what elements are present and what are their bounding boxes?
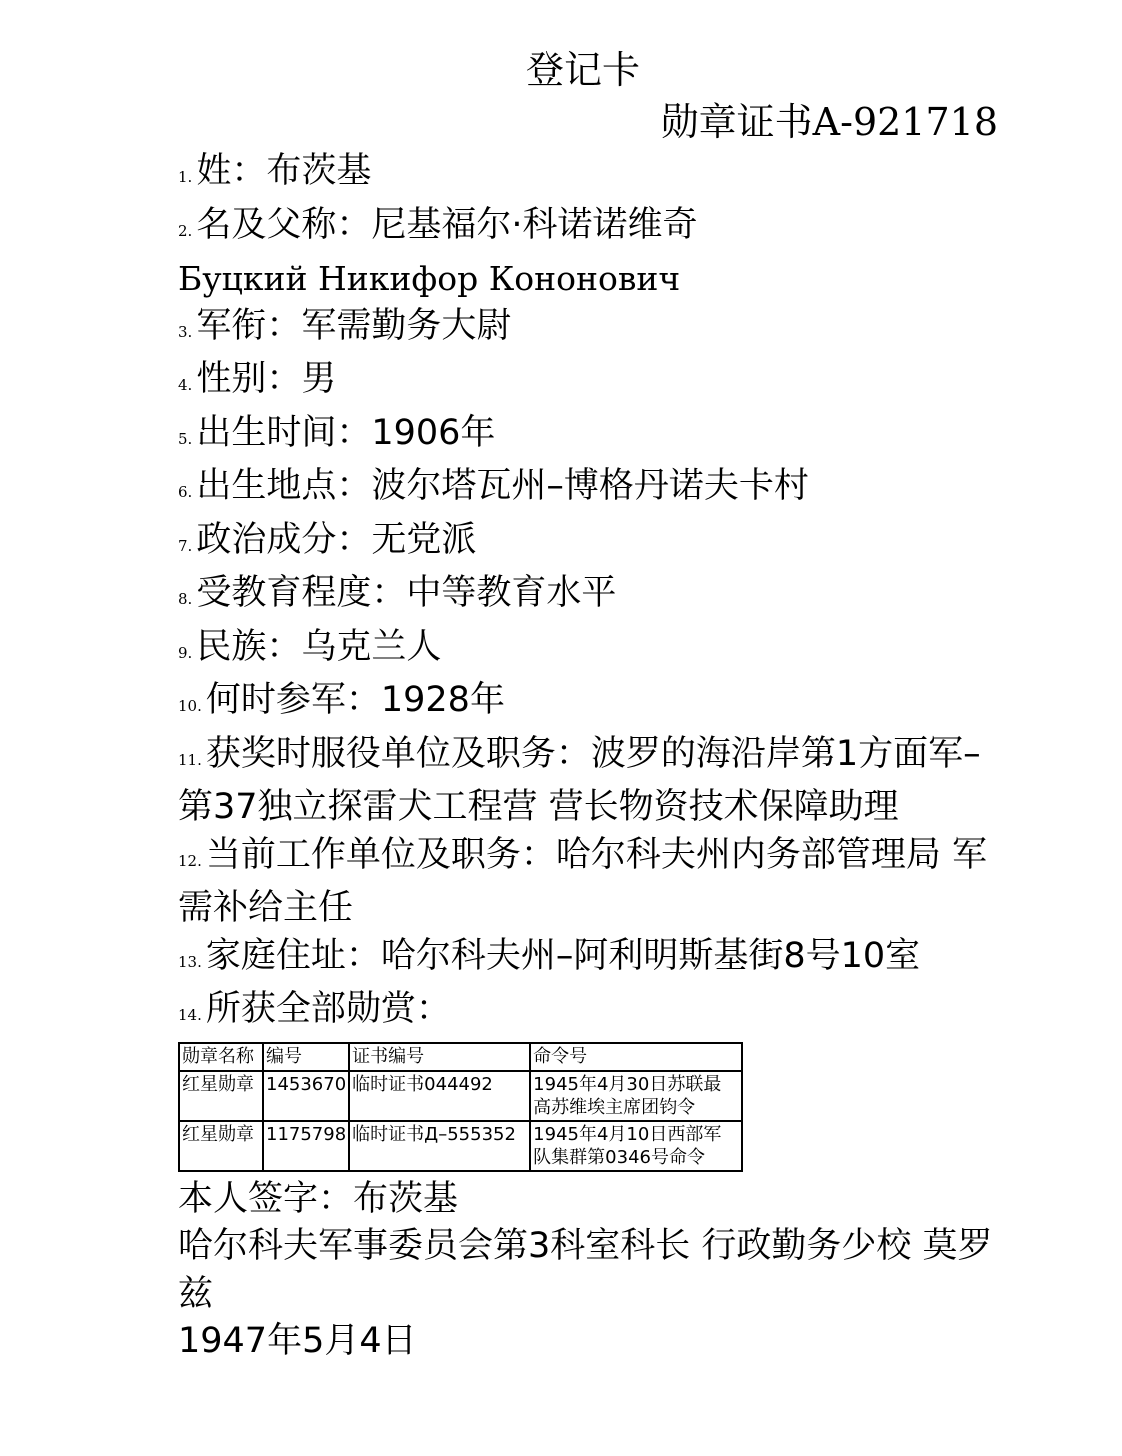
field-label: 所获全部勋赏： <box>205 989 451 1029</box>
field-all-awards <box>178 986 998 1040</box>
field-number: 14. <box>178 1006 202 1024</box>
field-number: 7. <box>178 536 193 555</box>
field-value: 男 <box>301 359 337 399</box>
field-value: 1928年 <box>380 680 505 720</box>
table-cell: 1945年4月10日西部军队集群第0346号命令 <box>530 1121 742 1171</box>
certificate-code: A-921718 <box>812 100 998 144</box>
field-number: 8. <box>178 590 193 608</box>
table-cell: 1945年4月30日苏联最高苏维埃主席团钧令 <box>530 1071 742 1121</box>
field-party <box>178 517 998 571</box>
awards-table <box>178 1042 743 1172</box>
field-label: 出生地点： <box>196 466 372 506</box>
field-value: 1906年 <box>371 412 496 453</box>
field-value: 军需勤务大尉 <box>301 305 512 346</box>
field-number: 12. <box>178 851 202 870</box>
field-current-position <box>178 832 998 933</box>
field-label: 获奖时服役单位及职务： <box>205 733 591 774</box>
official-line: 哈尔科夫军事委员会第3科室科长 行政勤务少校 莫罗兹 <box>178 1226 993 1314</box>
field-given-name <box>178 202 998 256</box>
field-number: 3. <box>178 322 193 341</box>
field-label: 性别： <box>196 359 302 399</box>
field-value: 尼基福尔·科诺诺维奇 <box>371 204 698 245</box>
field-birth-year <box>178 410 998 464</box>
column-header: 命令号 <box>530 1043 742 1071</box>
field-gender <box>178 356 998 410</box>
field-value: 中等教育水平 <box>406 573 617 613</box>
field-enlisted <box>178 677 998 731</box>
registration-card <box>178 44 998 1366</box>
field-label: 当前工作单位及职务： <box>205 834 556 875</box>
signature-label: 本人签字： <box>178 1178 354 1219</box>
table-cell: 1175798 <box>263 1121 349 1171</box>
field-label: 姓： <box>196 151 267 191</box>
field-value: 波罗的海沿岸第1方面军–第37独立探雷犬工程营 营长物资技术保障助理 <box>178 733 981 827</box>
column-header: 编号 <box>263 1043 349 1071</box>
field-unit-at-award <box>178 731 998 832</box>
column-header: 勋章名称 <box>179 1043 263 1071</box>
field-number: 2. <box>178 221 193 240</box>
field-value: 乌克兰人 <box>301 626 442 667</box>
field-rank <box>178 303 998 357</box>
table-cell: 红星勋章 <box>179 1071 263 1121</box>
field-home-address <box>178 933 998 987</box>
field-education <box>178 570 998 624</box>
field-value: 波尔塔瓦州–博格丹诺夫卡村 <box>371 466 809 506</box>
field-label: 出生时间： <box>196 412 372 453</box>
field-number: 4. <box>178 376 193 394</box>
certificate-prefix: 勋章证书 <box>660 100 813 144</box>
signature-line <box>178 1176 998 1224</box>
field-label: 政治成分： <box>196 519 372 560</box>
field-label: 民族： <box>196 626 302 667</box>
field-value: 哈尔科夫州–阿利明斯基街8号10室 <box>380 935 921 976</box>
page-title: 登记卡 <box>525 48 640 92</box>
field-nationality <box>178 624 998 678</box>
russian-name: Буцкий Никифор Кононович <box>178 259 681 298</box>
field-label: 军衔： <box>196 305 302 346</box>
field-number: 5. <box>178 429 193 448</box>
field-number: 11. <box>178 750 202 769</box>
field-value: 布茨基 <box>266 151 372 191</box>
field-number: 13. <box>178 952 202 971</box>
field-label: 受教育程度： <box>196 573 407 613</box>
field-number: 6. <box>178 483 193 501</box>
table-row <box>179 1071 742 1121</box>
field-label: 家庭住址： <box>205 935 381 976</box>
table-cell: 临时证书044492 <box>349 1071 530 1121</box>
signature-name: 布茨基 <box>353 1178 459 1219</box>
table-cell: 1453670 <box>263 1071 349 1121</box>
field-number: 10. <box>178 697 202 715</box>
field-birth-place <box>178 463 998 517</box>
table-cell: 临时证书Д–555352 <box>349 1121 530 1171</box>
table-row <box>179 1121 742 1171</box>
certificate-number <box>178 96 998 148</box>
table-cell: 红星勋章 <box>179 1121 263 1171</box>
table-header-row <box>179 1043 742 1071</box>
column-header: 证书编号 <box>349 1043 530 1071</box>
field-surname <box>178 148 998 202</box>
issue-date: 1947年5月4日 <box>178 1321 417 1361</box>
field-label: 名及父称： <box>196 204 372 245</box>
field-value: 哈尔科夫州内务部管理局 军需补给主任 <box>178 834 988 928</box>
field-value: 无党派 <box>371 519 477 560</box>
field-label: 何时参军： <box>205 680 381 720</box>
field-number: 9. <box>178 643 193 662</box>
field-number: 1. <box>178 168 193 186</box>
